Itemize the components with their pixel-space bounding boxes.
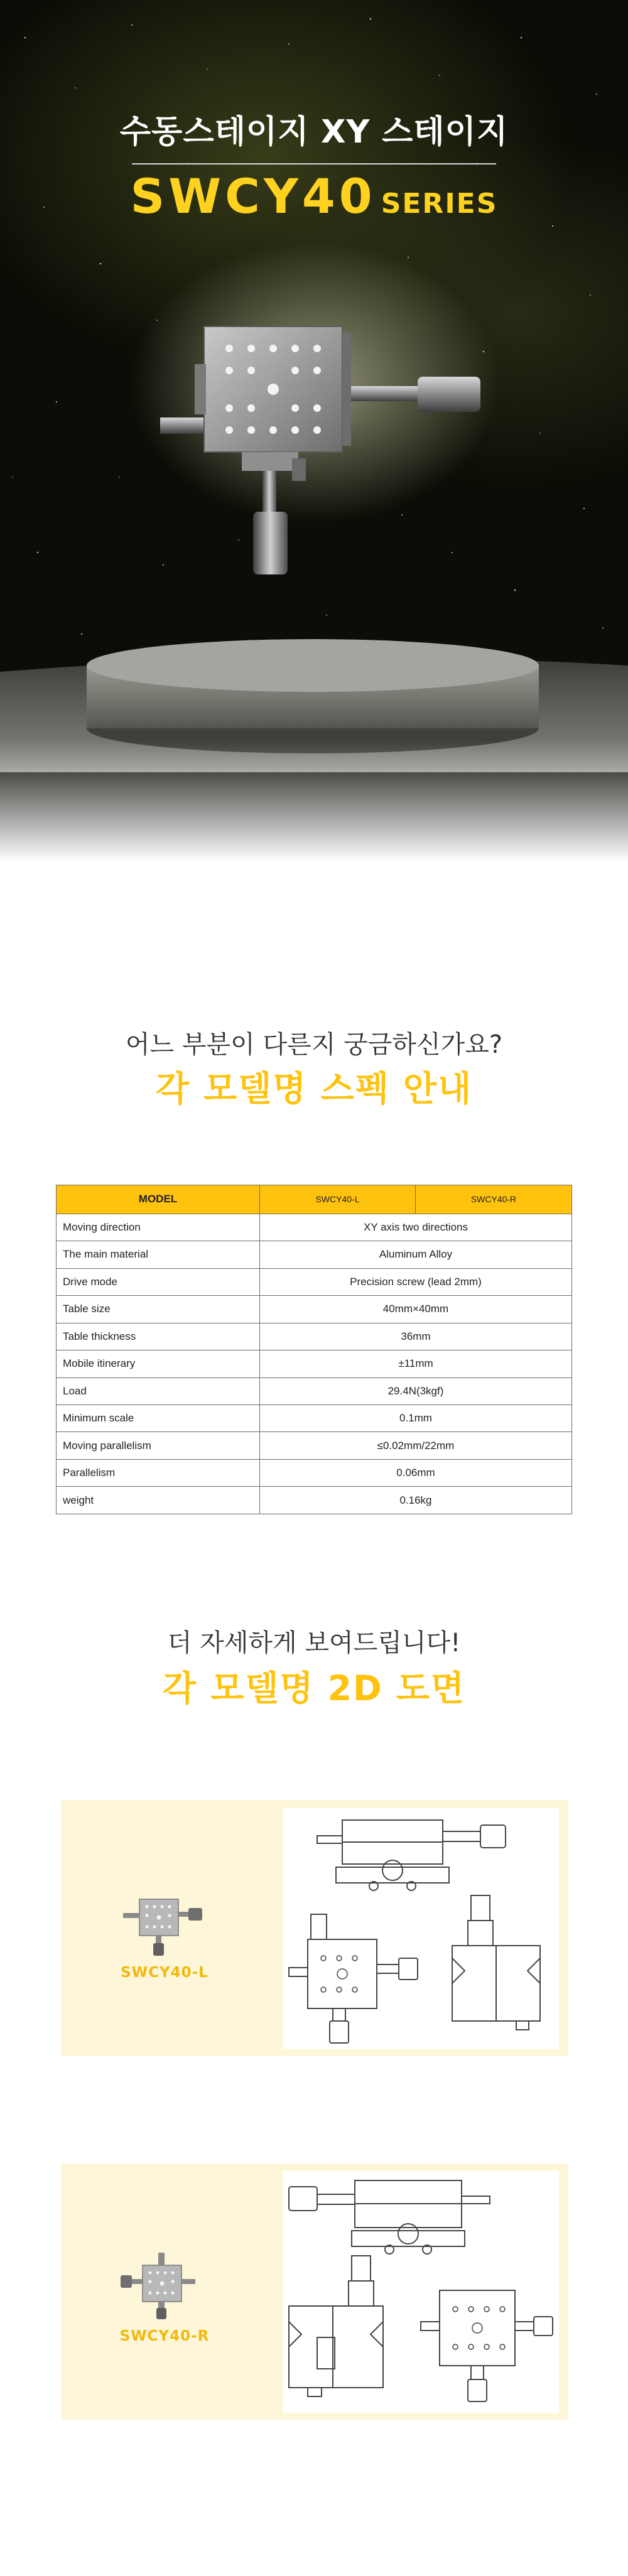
spec-row-label: Load [57,1377,260,1404]
table-row [57,1350,572,1377]
spec-row-label: Table size [57,1296,260,1323]
table-row [57,1432,572,1459]
spec-row-value: 0.1mm [260,1405,572,1432]
spec-row-value: Aluminum Alloy [260,1241,572,1268]
spec-row-value: Precision screw (lead 2mm) [260,1268,572,1295]
spec-header-swcy40-r: SWCY40-R [416,1185,572,1214]
swcy40-r-product-photo [121,2251,215,2320]
spec-header-model: MODEL [57,1185,260,1214]
drawing-section-title: 각 모델명 2D 도면 [162,1668,466,1708]
spec-row-value: 36mm [260,1323,572,1350]
spec-row-label: Mobile itinerary [57,1350,260,1377]
spec-table-header-row [57,1185,572,1214]
spec-row-label: Moving direction [57,1214,260,1241]
hero-model-main: SWCY40 [130,168,376,224]
spec-row-label: weight [57,1487,260,1514]
table-row [57,1296,572,1323]
spec-row-value: 29.4N(3kgf) [260,1377,572,1404]
hero-fade [0,741,628,873]
spec-row-label: Minimum scale [57,1405,260,1432]
table-row [57,1241,572,1268]
spec-row-value: ±11mm [260,1350,572,1377]
hero-title: 수동스테이지 XY 스테이지 [119,114,509,151]
model-panel-swcy40-l [61,1800,568,2056]
table-row [57,1459,572,1486]
spec-row-label: Moving parallelism [57,1432,260,1459]
spec-row-label: Table thickness [57,1323,260,1350]
hero-model-name [0,168,628,224]
hero-model-suffix: SERIES [381,188,498,220]
swcy40-l-product-photo [121,1888,208,1957]
spec-row-label: The main material [57,1241,260,1268]
spec-row-label: Drive mode [57,1268,260,1295]
swcy40-r-drawing-area [283,2171,559,2413]
spec-section-subtitle: 어느 부분이 다른지 궁금하신가요? [125,1030,503,1059]
xy-stage-product-photo [0,270,628,772]
table-row [57,1377,572,1404]
spec-row-value: 0.06mm [260,1459,572,1486]
drawing-section-subtitle: 더 자세하게 보여드립니다! [167,1629,461,1657]
spec-row-value: 0.16kg [260,1487,572,1514]
table-row [57,1487,572,1514]
table-row [57,1214,572,1241]
swcy40-l-drawing-area [283,1808,559,2049]
hero-divider [132,163,496,164]
swcy40-r-2d-drawing [283,2171,559,2413]
spec-row-value: XY axis two directions [260,1214,572,1241]
swcy40-l-label: SWCY40-L [121,1964,208,1981]
model-panel-swcy40-r [61,2164,568,2420]
swcy40-l-2d-drawing [283,1808,559,2049]
hero-banner [0,0,628,873]
table-row [57,1268,572,1295]
spec-row-value: ≤0.02mm/22mm [260,1432,572,1459]
spec-header-swcy40-l: SWCY40-L [260,1185,416,1214]
swcy40-r-label: SWCY40-R [119,2328,210,2344]
spec-row-value: 40mm×40mm [260,1296,572,1323]
table-row [57,1323,572,1350]
spec-row-label: Parallelism [57,1459,260,1486]
table-row [57,1405,572,1432]
spec-table [56,1185,572,1514]
spec-section-title: 각 모델명 스펙 안내 [155,1069,473,1109]
